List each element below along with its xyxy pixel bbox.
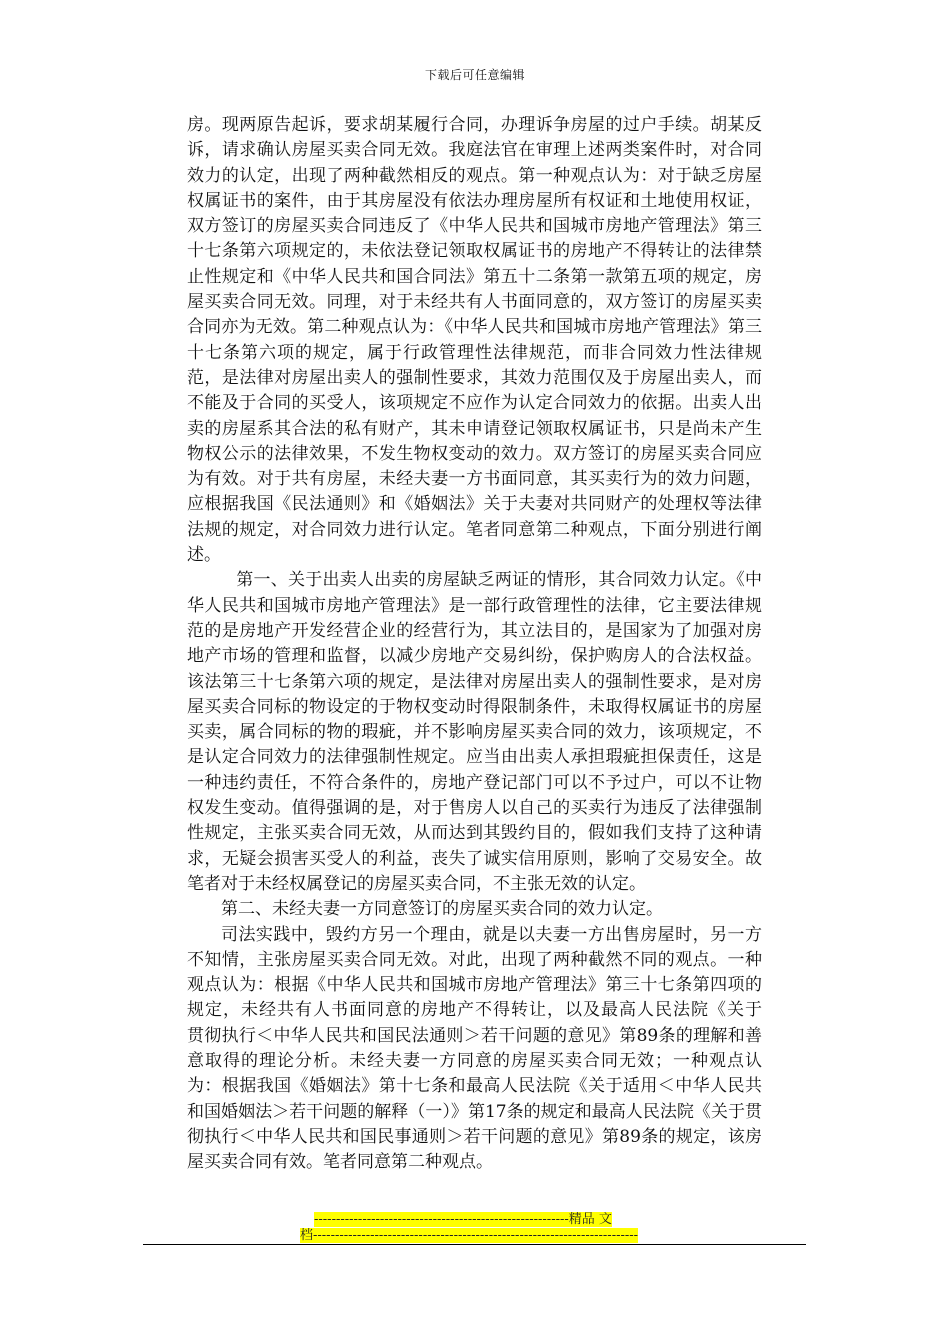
footer-line-1-wrap [300,1212,650,1228]
paragraph-3: 第二、未经夫妻一方同意签订的房屋买卖合同的效力认定。 [221,899,663,920]
footer-watermark [300,1212,650,1244]
paragraph-4: 司法实践中，毁约方另一个理由，就是以夫妻一方出售房屋时，另一方不知情，主张房屋买卖合同无效。对此，出现了两种截然不同的观点。一种观点认为：根据《中华人民共和国城市房地产管理法》第三十七条第四项的规定，未经共有人书面同意的房地产不得转让，以及最高人民法院《关于 贯彻执行＜中华人民共和国民法通则＞若干问题的意见》第89条的理解和善意取得的理论分析。未经夫妻一方同意的房屋买卖合同无效；一种观点认为：根据我国《婚姻法》第十七条和最高人民法院《关于适用＜中华人民共和国婚姻法＞若干问题的解释（一）》第17条的规定和最高人民法院《关于贯彻执行＜中华人民共和国民事通则＞若干问题的意见》第89条的规定，该房屋买卖合同有效。笔者同意第二种观点。 [187,924,779,1173]
footer-line-2: 档-------------------------------------------------------------------------- [300,1228,639,1243]
paragraph-2: 第一、关于出卖人出卖的房屋缺乏两证的情形，其合同效力认定。《中华人民共和国城市房地产管理法》是一部行政管理性的法律，它主要法律规范的是房地产开发经营企业的经营行为，其立法目的，是国家为了加强对房地产市场的管理和监督，以减少房地产交易纠纷，保护购房人的合法权益。该法第三十七条第六项的规定，是法律对房屋出卖人的强制性要求，是对房屋买卖合同标的物设定的于物权变动时得限制条件，未取得权属证书的房屋买卖，属合同标的物的瑕疵，并不影响房屋买卖合同的效力，该项规定，不是认定合同效力的法律强制性规定。应当由出卖人承担瑕疵担保责任，这是一种违约责任，不符合条件的，房地产登记部门可以不予过户，可以不让物权发生变动。值得强调的是，对于售房人以自己的买卖行为违反了法律强制性规定，主张买卖合同无效，从而达到其毁约目的，假如我们支持了这种请求，无疑会损害买受人的利益，丧失了诚实信用原则，影响了交易安全。故笔者对于未经权属登记的房屋买卖合同，不主张无效的认定。 [187,570,762,894]
page-header-note: 下载后可任意编辑 [424,68,525,82]
footer-line-2-wrap [300,1228,650,1244]
footer-divider [143,1244,806,1245]
footer-line-1: ----------------------------------------------------------精品 文 [314,1212,612,1227]
document-body [187,113,779,1175]
paragraph-1: 房。现两原告起诉，要求胡某履行合同，办理诉争房屋的过户手续。胡某反诉，请求确认房屋买卖合同无效。我庭法官在审理上述两类案件时，对合同效力的认定，出现了两种截然相反的观点。第一种观点认为：对于缺乏房屋权属证书的案件，由于其房屋没有依法办理房屋所有权证和土地使用权证，双方签订的房屋买卖合同违反了《中华人民共和国城市房地产管理法》第三十七条第六项规定的，未依法登记领取权属证书的房地产不得转让的法律禁止性规定和《中华人民共和国合同法》第五十二条第一款第五项的规定，房屋买卖合同无效。同理，对于未经共有人书面同意的，双方签订的房屋买卖合同亦为无效。第二种观点认为：《中华人民共和国城市房地产管理法》第三十七条第六项的规定，属于行政管理性法律规范，而非合同效力性法律规范，是法律对房屋出卖人的强制性要求，其效力范围仅及于房屋出卖人，而不能及于合同的买受人，该项规定不应作为认定合同效力的依据。出卖人出卖的房屋系其合法的私有财产，其未申请登记领取权属证书，只是尚未产生物权公示的法律效果，不发生物权变动的效力。双方签订的房屋买卖合同应为有效。对于共有房屋，未经夫妻一方书面同意，其买卖行为的效力问题，应根据我国《民法通则》和《婚姻法》关于夫妻对共同财产的处理权等法律法规的规定，对合同效力进行认定。笔者同意第二种观点，下面分别进行阐述。 [187,115,762,566]
